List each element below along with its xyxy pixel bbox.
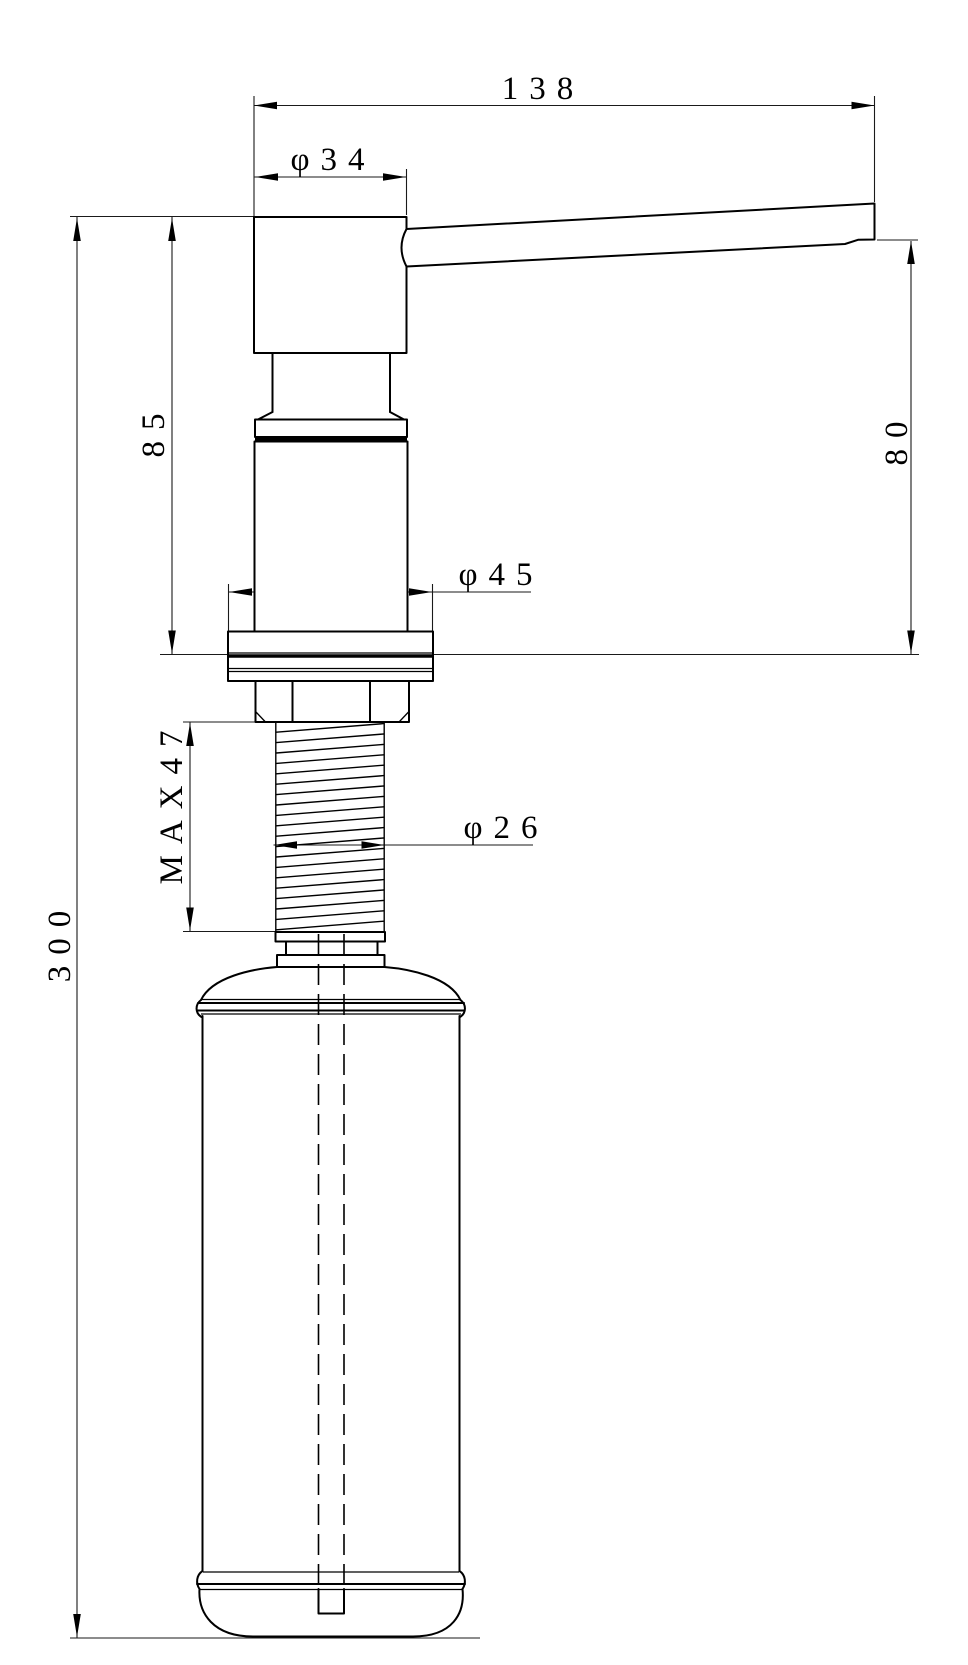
pump-head — [254, 217, 407, 353]
dim-head-diameter — [254, 142, 407, 215]
bottle-body — [203, 1016, 460, 1571]
dip-tube-end — [319, 1589, 345, 1614]
dim-label-85: 85 — [136, 402, 172, 458]
threaded-shank — [276, 722, 384, 932]
dim-label-300: 300 — [42, 899, 78, 983]
bottle-bottom-ring — [197, 1571, 465, 1590]
mounting-flange — [228, 632, 433, 682]
dim-body-height — [70, 217, 254, 655]
dim-label-phi34: φ34 — [290, 142, 376, 178]
dim-label-80: 80 — [879, 410, 915, 466]
pump-neck — [258, 353, 404, 420]
dim-label-138: 138 — [501, 71, 585, 107]
spout — [402, 204, 875, 267]
upper-body — [255, 442, 408, 632]
dispenser-outline — [197, 204, 875, 1637]
collar-ring — [255, 420, 407, 440]
dim-label-phi26: φ26 — [463, 810, 549, 846]
dim-label-phi45: φ45 — [458, 557, 544, 593]
dip-tube — [319, 934, 345, 1614]
bottle-shoulder — [197, 967, 465, 1017]
bottle-neck — [276, 932, 386, 967]
dim-label-max47: MAX47 — [154, 719, 190, 885]
hex-nut — [256, 681, 410, 722]
thread-lines — [276, 724, 383, 930]
